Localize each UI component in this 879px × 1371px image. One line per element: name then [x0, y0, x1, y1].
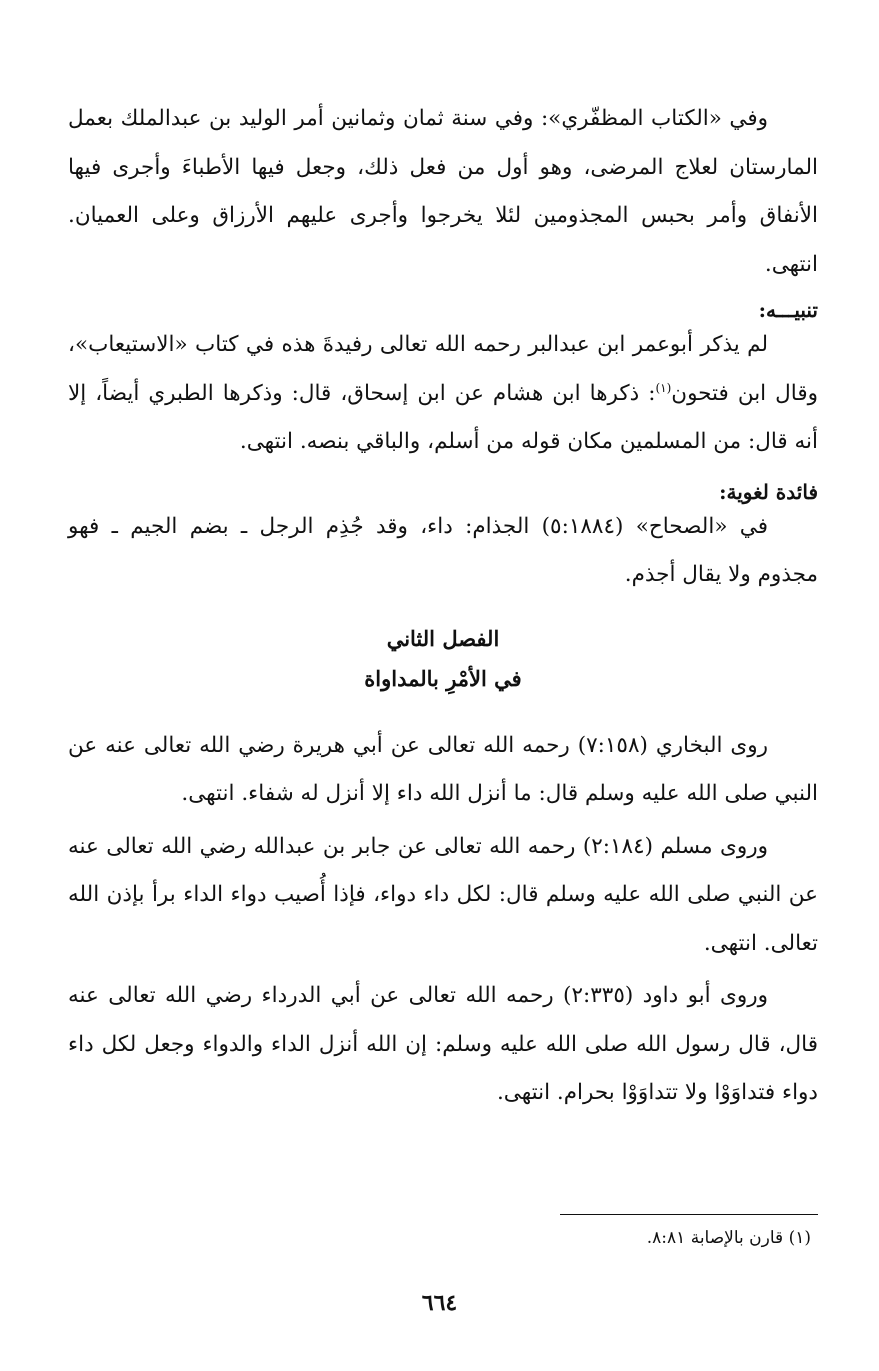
paragraph-faida: في «الصحاح» (٥:١٨٨٤) الجذام: داء، وقد جُذِم الرجل ـ بضم الجيم ـ فهو مجذوم ولا يقال أجذم. — [68, 513, 818, 587]
paragraph-abu-dawud: وروى أبو داود (٢:٣٣٥) رحمه الله تعالى عن أبي الدرداء رضي الله تعالى عنه قال، قال رسول الله صلى الله عليه وسلم: إن الله أنزل الداء والدواء وجعل لكل داء دواء فتداوَوْا ولا تتداوَوْا بحرام. انتهى. — [68, 983, 818, 1105]
heading-tanbih: تنبيـــه: — [758, 298, 818, 322]
section-subtitle: في الأمْرِ بالمداواة — [364, 665, 522, 691]
page-body — [68, 95, 818, 1118]
paragraph-muslim: وروى مسلم (٢:١٨٤) رحمه الله تعالى عن جابر بن عبدالله رضي الله تعالى عنه عن النبي صلى الله عليه وسلم قال: لكل داء دواء، فإذا أُصيب دواء الداء برأ بإذن الله تعالى. انتهى. — [68, 833, 818, 956]
page-number: ٦٦٤ — [421, 1290, 458, 1316]
paragraph-tanbih — [68, 321, 818, 467]
section-title: الفصل الثاني — [386, 625, 500, 651]
paragraph-bukhari: روى البخاري (٧:١٥٨) رحمه الله تعالى عن أبي هريرة رضي الله تعالى عنه عن النبي صلى الله عليه وسلم قال: ما أنزل الله داء إلا أنزل له شفاء. انتهى. — [68, 732, 818, 806]
footnote-reference[interactable]: (١) — [655, 380, 672, 395]
footnote: (١) قارن بالإصابة ٨:٨١. — [646, 1228, 811, 1248]
heading-faida: فائدة لغوية: — [719, 479, 818, 504]
paragraph-muzaffari: وفي «الكتاب المظفّري»: وفي سنة ثمان وثمانين أمر الوليد بن عبدالملك بعمل المارستان لعلاج المرضى، وهو أول من فعل ذلك، وجعل فيها الأطباءَ وأجرى فيها الأنفاق وأمر بحبس المجذومين لئلا يخرجوا وأجرى عليهم الأرزاق وعلى العميان. انتهى. — [68, 106, 818, 277]
footnote-divider — [560, 1214, 818, 1215]
paragraph-tanbih-part-2: : ذكرها ابن هشام عن ابن إسحاق، قال: وذكرها الطبري أيضاً، إلا أنه قال: من المسلمين مكان قوله من أسلم، والباقي بنصه. انتهى. — [68, 380, 818, 454]
paragraph-tanbih-part-1: لم يذكر أبوعمر ابن عبدالبر رحمه الله تعالى رفيدةَ هذه في كتاب «الاستيعاب»، وقال ابن فتحون — [68, 332, 818, 406]
